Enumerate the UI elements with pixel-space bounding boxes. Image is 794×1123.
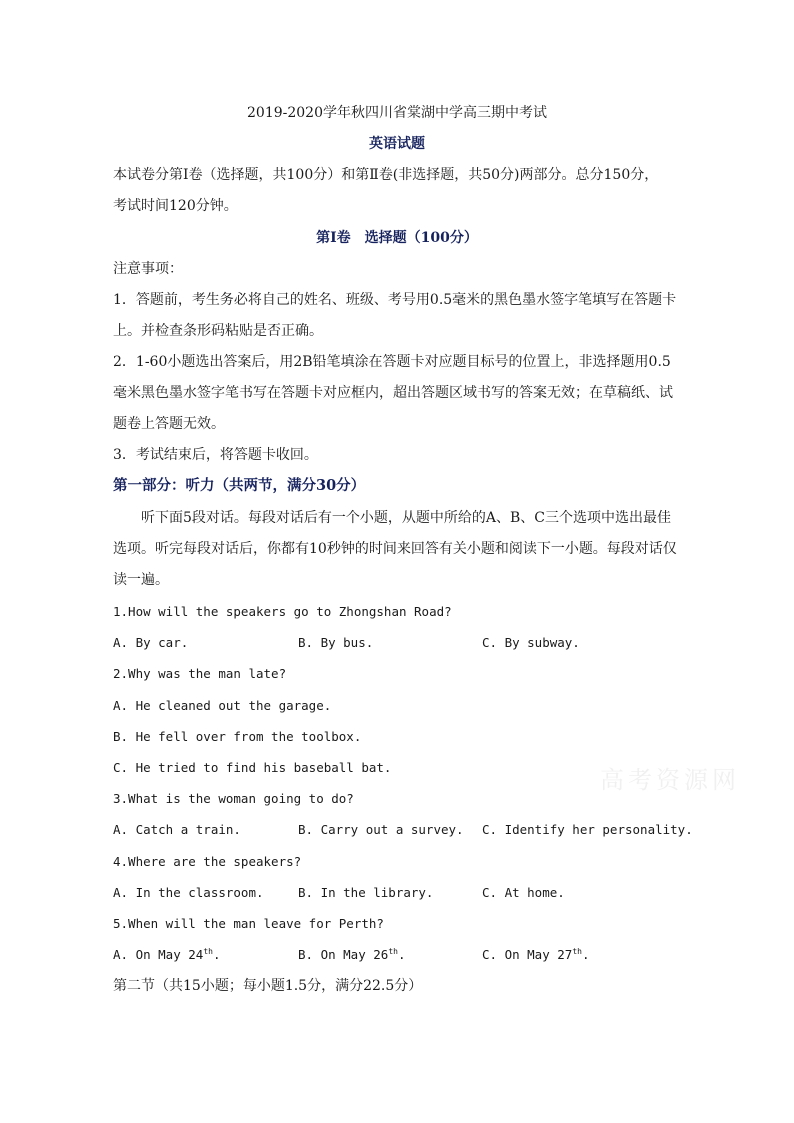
q5-option-a-suffix: th (203, 946, 213, 956)
note-2-line-2: 毫米黑色墨水签字笔书写在答题卡对应框内，超出答题区域书写的答案无效；在草稿纸、试 (113, 385, 673, 401)
q5-option-a (113, 945, 220, 965)
intro-line-2: 考试时间120分钟。 (113, 198, 238, 214)
q1-option-a: A. By car. (113, 635, 189, 650)
exam-subject: 英语试题 (369, 136, 425, 152)
question-1: 1.How will the speakers go to Zhongshan Road? (113, 604, 452, 619)
q5-option-b (298, 945, 405, 965)
q5-option-c (482, 945, 589, 965)
q5-option-b-suffix: th (388, 946, 398, 956)
exam-title: 2019-2020学年秋四川省棠湖中学高三期中考试 (247, 105, 547, 121)
q5-option-a-text: A. On May 24 (113, 947, 204, 962)
note-3: 3．考试结束后，将答题卡收回。 (113, 447, 318, 463)
q2-option-c: C. He tried to find his baseball bat. (113, 760, 392, 775)
directions-line-3: 读一遍。 (113, 572, 169, 588)
q5-option-b-text: B. On May 26 (298, 947, 389, 962)
q5-option-c-suffix: th (572, 946, 582, 956)
notes-title: 注意事项： (113, 261, 183, 277)
section1-title: 第一部分：听力（共两节，满分30分） (113, 477, 366, 494)
q5-option-b-period: . (397, 947, 406, 962)
q3-option-c: C. Identify her personality. (482, 822, 693, 837)
q3-option-b: B. Carry out a survey. (298, 822, 464, 837)
question-3: 3.What is the woman going to do? (113, 791, 354, 806)
note-2-line-1: 2．1-60小题选出答案后，用2B铅笔填涂在答题卡对应题目标号的位置上，非选择题用0.5 (113, 354, 671, 370)
question-5: 5.When will the man leave for Perth? (113, 916, 384, 931)
question-4: 4.Where are the speakers? (113, 854, 302, 869)
question-2: 2.Why was the man late? (113, 666, 287, 681)
q3-option-a: A. Catch a train. (113, 822, 241, 837)
intro-line-1: 本试卷分第Ⅰ卷（选择题，共100分）和第Ⅱ卷(非选择题，共50分)两部分。总分150分， (113, 167, 659, 183)
q1-option-c: C. By subway. (482, 635, 580, 650)
note-1-line-1: 1．答题前，考生务必将自己的姓名、班级、考号用0.5毫米的黑色墨水签字笔填写在答题卡 (113, 292, 677, 308)
note-1-line-2: 上。并检查条形码粘贴是否正确。 (113, 323, 323, 339)
directions-line-2: 选项。听完每段对话后，你都有10秒钟的时间来回答有关小题和阅读下一小题。每段对话仅 (113, 541, 677, 557)
directions-line-1: 听下面5段对话。每段对话后有一个小题，从题中所给的A、B、C三个选项中选出最佳 (141, 510, 672, 526)
note-2-line-3: 题卷上答题无效。 (113, 416, 225, 432)
q4-option-c: C. At home. (482, 885, 565, 900)
q2-option-b: B. He fell over from the toolbox. (113, 729, 362, 744)
q1-option-b: B. By bus. (298, 635, 374, 650)
q4-option-a: A. In the classroom. (113, 885, 264, 900)
q5-option-a-period: . (212, 947, 221, 962)
q5-option-c-text: C. On May 27 (482, 947, 573, 962)
part1-title: 第Ⅰ卷 选择题（100分） (316, 230, 478, 246)
watermark: 高考资源网 (600, 766, 740, 794)
section2-title: 第二节（共15小题；每小题1.5分，满分22.5分） (113, 978, 423, 994)
q5-option-c-period: . (581, 947, 590, 962)
q4-option-b: B. In the library. (298, 885, 434, 900)
q2-option-a: A. He cleaned out the garage. (113, 698, 332, 713)
